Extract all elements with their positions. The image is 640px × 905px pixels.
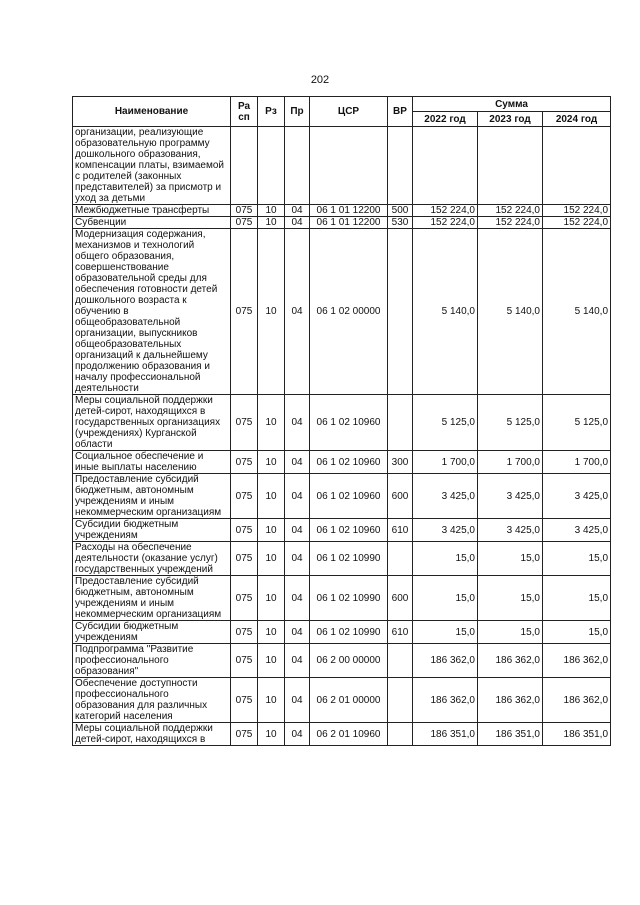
cell-pr: 04	[285, 723, 310, 746]
cell-2022: 186 362,0	[413, 644, 478, 678]
cell-2023: 5 125,0	[478, 395, 543, 451]
table-row	[73, 395, 611, 451]
cell-rz	[258, 127, 285, 205]
cell-2024	[543, 127, 611, 205]
cell-csr: 06 1 02 10960	[310, 451, 388, 474]
table-row	[73, 519, 611, 542]
cell-vr: 530	[388, 217, 413, 229]
cell-csr: 06 2 01 10960	[310, 723, 388, 746]
cell-2023: 5 140,0	[478, 229, 543, 395]
header-rasp: Ра сп	[231, 97, 258, 127]
cell-2024: 186 362,0	[543, 644, 611, 678]
cell-rz: 10	[258, 395, 285, 451]
cell-rz: 10	[258, 205, 285, 217]
table-row	[73, 451, 611, 474]
cell-rz: 10	[258, 723, 285, 746]
cell-2022: 186 351,0	[413, 723, 478, 746]
cell-vr: 600	[388, 474, 413, 519]
cell-2024: 152 224,0	[543, 217, 611, 229]
cell-2024: 3 425,0	[543, 474, 611, 519]
header-vr: ВР	[388, 97, 413, 127]
header-rz: Рз	[258, 97, 285, 127]
cell-name: Субсидии бюджетным учреждениям	[73, 519, 231, 542]
cell-csr: 06 1 02 00000	[310, 229, 388, 395]
cell-2023: 15,0	[478, 576, 543, 621]
cell-2023	[478, 127, 543, 205]
cell-2023: 15,0	[478, 621, 543, 644]
cell-rz: 10	[258, 621, 285, 644]
cell-2022: 1 700,0	[413, 451, 478, 474]
table-row	[73, 127, 611, 205]
cell-name: Социальное обеспечение и иные выплаты населению	[73, 451, 231, 474]
cell-pr: 04	[285, 451, 310, 474]
cell-name: Межбюджетные трансферты	[73, 205, 231, 217]
table-row	[73, 217, 611, 229]
header-csr: ЦСР	[310, 97, 388, 127]
cell-csr: 06 1 01 12200	[310, 217, 388, 229]
cell-pr: 04	[285, 395, 310, 451]
cell-2024: 15,0	[543, 576, 611, 621]
cell-rasp: 075	[231, 542, 258, 576]
cell-2022: 3 425,0	[413, 474, 478, 519]
cell-vr	[388, 395, 413, 451]
cell-2023: 15,0	[478, 542, 543, 576]
cell-2023: 3 425,0	[478, 474, 543, 519]
cell-2022: 5 125,0	[413, 395, 478, 451]
cell-rasp: 075	[231, 205, 258, 217]
cell-vr	[388, 644, 413, 678]
cell-pr	[285, 127, 310, 205]
cell-2023: 1 700,0	[478, 451, 543, 474]
cell-csr: 06 1 02 10960	[310, 519, 388, 542]
cell-2022: 15,0	[413, 621, 478, 644]
cell-rz: 10	[258, 229, 285, 395]
cell-rz: 10	[258, 474, 285, 519]
cell-2024: 186 351,0	[543, 723, 611, 746]
cell-name: Расходы на обеспечение деятельности (оказание услуг) государственных учреждений	[73, 542, 231, 576]
budget-table	[72, 96, 611, 746]
cell-2023: 186 362,0	[478, 678, 543, 723]
cell-rasp: 075	[231, 229, 258, 395]
cell-pr: 04	[285, 474, 310, 519]
cell-2024: 15,0	[543, 542, 611, 576]
cell-rasp: 075	[231, 644, 258, 678]
cell-name: Меры социальной поддержки детей-сирот, находящихся в государственных организациях (учреждениях) Курганской области	[73, 395, 231, 451]
cell-csr: 06 1 02 10990	[310, 542, 388, 576]
cell-rasp: 075	[231, 217, 258, 229]
cell-rasp: 075	[231, 678, 258, 723]
table-body	[73, 127, 611, 746]
header-pr: Пр	[285, 97, 310, 127]
cell-pr: 04	[285, 576, 310, 621]
cell-2024: 3 425,0	[543, 519, 611, 542]
cell-csr: 06 1 01 12200	[310, 205, 388, 217]
cell-csr	[310, 127, 388, 205]
cell-csr: 06 1 02 10990	[310, 621, 388, 644]
table-row	[73, 576, 611, 621]
cell-name: Меры социальной поддержки детей-сирот, находящихся в	[73, 723, 231, 746]
cell-pr: 04	[285, 205, 310, 217]
cell-csr: 06 1 02 10960	[310, 474, 388, 519]
cell-pr: 04	[285, 542, 310, 576]
cell-vr: 500	[388, 205, 413, 217]
cell-rz: 10	[258, 678, 285, 723]
cell-name: Субвенции	[73, 217, 231, 229]
cell-2022: 15,0	[413, 576, 478, 621]
cell-rz: 10	[258, 217, 285, 229]
cell-2024: 5 125,0	[543, 395, 611, 451]
cell-2023: 3 425,0	[478, 519, 543, 542]
table-row	[73, 621, 611, 644]
cell-pr: 04	[285, 217, 310, 229]
cell-name: Модернизация содержания, механизмов и технологий общего образования, совершенствование образовательной среды для обеспечения готовности детей дошкольного возраста к обучению в общеобразовательной организации, выпускников общеобразовательных организаций к дальнейшему продолжению образования и началу профессиональной деятельности	[73, 229, 231, 395]
table-row	[73, 229, 611, 395]
cell-vr: 610	[388, 621, 413, 644]
table-row	[73, 723, 611, 746]
cell-rz: 10	[258, 644, 285, 678]
cell-csr: 06 2 00 00000	[310, 644, 388, 678]
cell-name: Подпрограмма "Развитие профессионального образования"	[73, 644, 231, 678]
cell-2022: 152 224,0	[413, 205, 478, 217]
cell-rasp: 075	[231, 621, 258, 644]
cell-pr: 04	[285, 621, 310, 644]
cell-2022: 3 425,0	[413, 519, 478, 542]
header-name: Наименование	[73, 97, 231, 127]
cell-name: организации, реализующие образовательную программу дошкольного образования, компенсации платы, взимаемой с родителей (законных представителей) за присмотр и уход за детьми	[73, 127, 231, 205]
cell-vr: 600	[388, 576, 413, 621]
table-row	[73, 678, 611, 723]
header-2022: 2022 год	[413, 112, 478, 127]
cell-rasp: 075	[231, 519, 258, 542]
cell-vr	[388, 678, 413, 723]
table-row	[73, 644, 611, 678]
cell-2024: 15,0	[543, 621, 611, 644]
cell-2022: 152 224,0	[413, 217, 478, 229]
cell-name: Предоставление субсидий бюджетным, автономным учреждениям и иным некоммерческим организациям	[73, 576, 231, 621]
cell-vr	[388, 723, 413, 746]
header-2024: 2024 год	[543, 112, 611, 127]
cell-rz: 10	[258, 576, 285, 621]
cell-rz: 10	[258, 542, 285, 576]
cell-rasp: 075	[231, 451, 258, 474]
cell-rasp: 075	[231, 395, 258, 451]
cell-2023: 186 351,0	[478, 723, 543, 746]
table-row	[73, 542, 611, 576]
cell-name: Субсидии бюджетным учреждениям	[73, 621, 231, 644]
cell-2023: 152 224,0	[478, 217, 543, 229]
cell-name: Обеспечение доступности профессионального образования для различных категорий населения	[73, 678, 231, 723]
cell-rz: 10	[258, 519, 285, 542]
cell-vr	[388, 542, 413, 576]
cell-pr: 04	[285, 229, 310, 395]
cell-2023: 186 362,0	[478, 644, 543, 678]
page-number: 202	[310, 74, 330, 86]
cell-2022: 186 362,0	[413, 678, 478, 723]
cell-2022: 15,0	[413, 542, 478, 576]
header-2023: 2023 год	[478, 112, 543, 127]
cell-2022: 5 140,0	[413, 229, 478, 395]
cell-2023: 152 224,0	[478, 205, 543, 217]
header-sum: Сумма	[413, 97, 611, 112]
cell-rz: 10	[258, 451, 285, 474]
cell-rasp	[231, 127, 258, 205]
cell-pr: 04	[285, 678, 310, 723]
cell-rasp: 075	[231, 576, 258, 621]
cell-vr: 610	[388, 519, 413, 542]
cell-rasp: 075	[231, 723, 258, 746]
cell-pr: 04	[285, 644, 310, 678]
cell-vr	[388, 127, 413, 205]
cell-vr	[388, 229, 413, 395]
cell-2022	[413, 127, 478, 205]
cell-rasp: 075	[231, 474, 258, 519]
cell-2024: 5 140,0	[543, 229, 611, 395]
table-row	[73, 205, 611, 217]
cell-2024: 186 362,0	[543, 678, 611, 723]
cell-csr: 06 2 01 00000	[310, 678, 388, 723]
cell-csr: 06 1 02 10990	[310, 576, 388, 621]
cell-2024: 1 700,0	[543, 451, 611, 474]
cell-csr: 06 1 02 10960	[310, 395, 388, 451]
cell-vr: 300	[388, 451, 413, 474]
cell-pr: 04	[285, 519, 310, 542]
cell-name: Предоставление субсидий бюджетным, автономным учреждениям и иным некоммерческим организациям	[73, 474, 231, 519]
table-row	[73, 474, 611, 519]
cell-2024: 152 224,0	[543, 205, 611, 217]
